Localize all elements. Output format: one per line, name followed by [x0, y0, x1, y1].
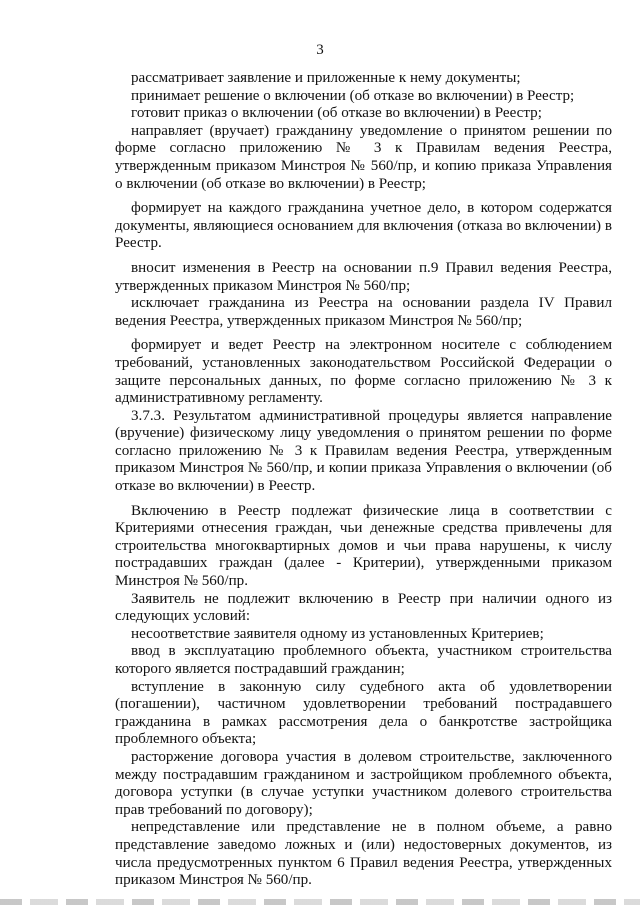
paragraph: вступление в законную силу судебного акта об удовлетворении (погашении), частичном удовлетворении требований пострадавшего гражданина в рамках рассмотрения дела о банкротстве застройщика проблемного объекта; — [115, 678, 612, 748]
paragraph: формирует на каждого гражданина учетное дело, в котором содержатся документы, являющиеся основанием для включения (отказа во включении) в Реестр. — [115, 200, 612, 252]
paragraph: несоответствие заявителя одному из установленных Критериев; — [131, 625, 544, 642]
scan-edge-artifact — [0, 899, 640, 905]
paragraph: рассматривает заявление и приложенные к нему документы; — [131, 70, 521, 86]
paragraph: формирует и ведет Реестр на электронном носителе с соблюдением требований, установленных законодательством Российской Федерации о защите персональных данных, по форме согласно приложению № 3 к административному регламенту. — [115, 337, 612, 407]
paragraph: готовит приказ о включении (об отказе во включении) в Реестр; — [131, 105, 542, 122]
paragraph: расторжение договора участия в долевом строительстве, заключенного между пострадавшим гражданином и застройщиком проблемного объекта, договора уступки (в случае уступки участником долевого строительства прав требований по договору); — [115, 748, 612, 818]
paragraph: исключает гражданина из Реестра на основании раздела IV Правил ведения Реестра, утвержденных приказом Минстроя № 560/пр; — [115, 295, 612, 329]
paragraph: 3.7.3. Результатом административной процедуры является направление (вручение) физическому лицу уведомления о принятом решении по форме согласно приложению № 3 к Правилам ведения Реестра, утвержденным приказом Минстроя № 560/пр, и копии приказа Управления о включении (об отказе во включении) в Реестр. — [115, 407, 612, 495]
paragraph: ввод в эксплуатацию проблемного объекта, участником строительства которого является пострадавший гражданин; — [115, 643, 612, 677]
paragraph: непредставление или представление не в полном объеме, а равно представление заведомо ложных и (или) недостоверных документов, из числа предусмотренных пунктом 6 Правил ведения Реестра, утвержденных приказом Минстроя № 560/пр. — [115, 819, 612, 889]
paragraph: Заявитель не подлежит включению в Реестр при наличии одного из следующих условий: — [115, 590, 612, 625]
page-number: 3 — [316, 42, 324, 58]
paragraph: Включению в Реестр подлежат физические лица в соответствии с Критериями отнесения граждан, чьи денежные средства привлечены для строительства многоквартирных домов и чьи права нарушены, к числу пострадавших граждан (далее - Критерии), утвержденными приказом Минстроя № 560/пр. — [115, 502, 612, 590]
document-body — [115, 70, 612, 890]
paragraph: направляет (вручает) гражданину уведомление о принятом решении по форме согласно приложению № 3 к Правилам ведения Реестра, утвержденным приказом Минстроя № 560/пр, и копию приказа Управления о включении (об отказе во включении) в Реестр; — [115, 122, 612, 192]
paragraph: вносит изменения в Реестр на основании п.9 Правил ведения Реестра, утвержденных приказом Минстроя № 560/пр; — [115, 259, 612, 294]
paragraph: принимает решение о включении (об отказе во включении) в Реестр; — [131, 87, 575, 104]
